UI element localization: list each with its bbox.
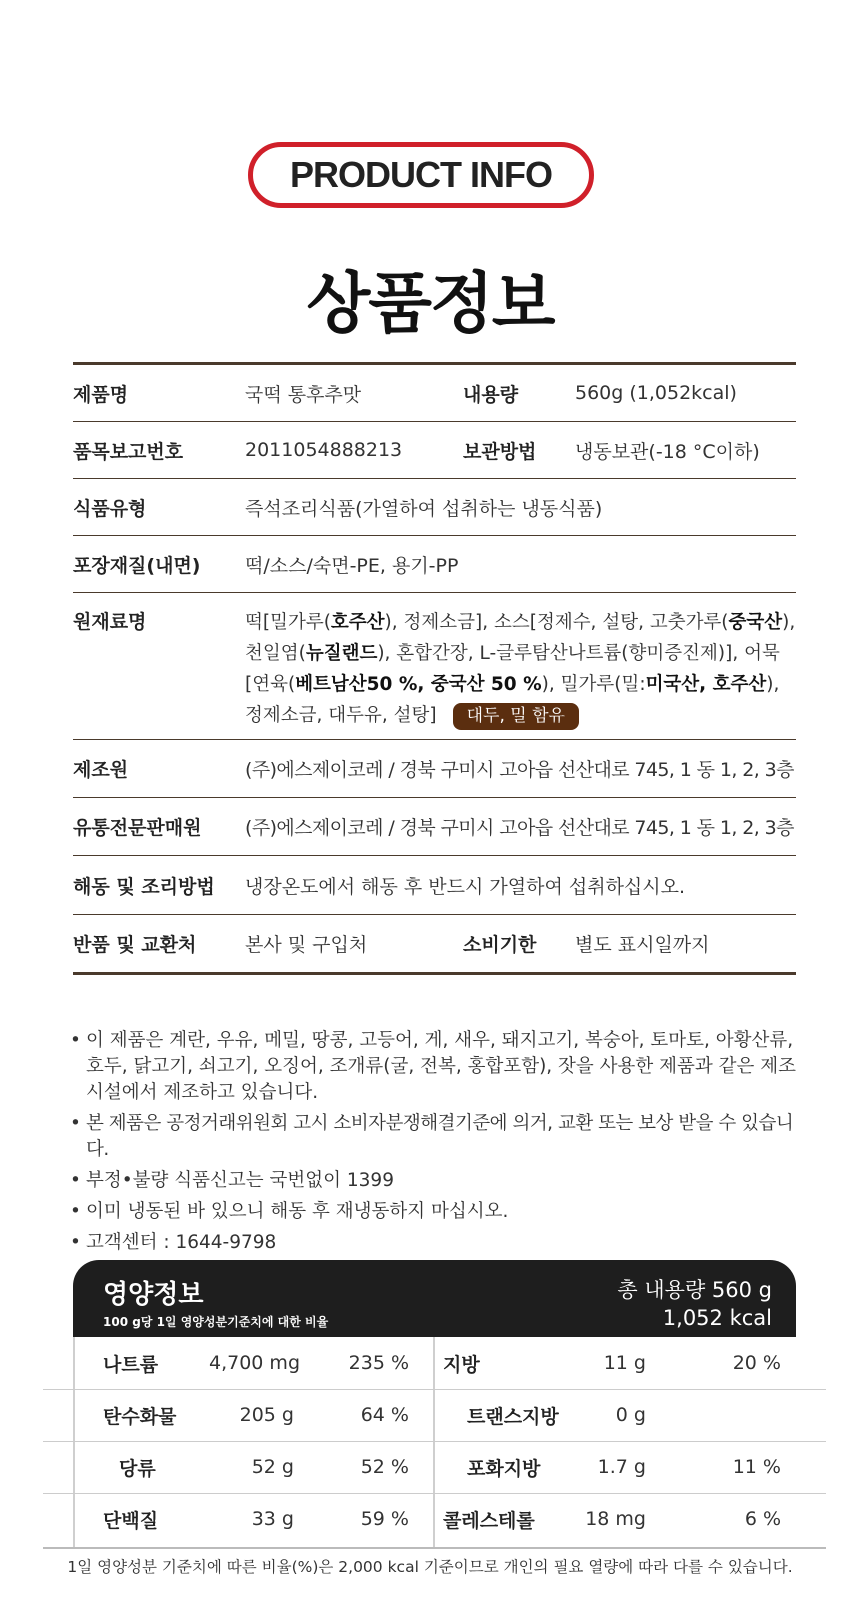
nutrition-subtitle: 100 g당 1일 영양성분기준치에 대한 비율 bbox=[103, 1315, 329, 1329]
ingredients-label: 원재료명 bbox=[73, 611, 147, 633]
nutrition-footnote: 1일 영양성분 기준치에 따른 비율(%)은 2,000 kcal 기준이므로 개인의 필요 열량에 따라 다를 수 있습니다. bbox=[67, 1558, 793, 1576]
nutrition-header bbox=[73, 1260, 796, 1337]
cholesterol-pct: 6 % bbox=[744, 1508, 781, 1530]
info-row-type bbox=[73, 479, 796, 536]
grid-line bbox=[43, 1441, 826, 1442]
nutrition-title: 영양정보 bbox=[103, 1280, 204, 1310]
cholesterol-amount: 18 mg bbox=[585, 1508, 646, 1530]
page-title: 상품정보 bbox=[306, 265, 554, 342]
ingredients-value: 떡[밀가루(호주산), 정제소금], 소스[정제수, 설탕, 고춧가루(중국산), 천일염(뉴질랜드), 혼합간장, L-글루탐산나트륨(향미증진제)], 어묵 [연육(베트남산50 %, 중국산 50 %), 밀가루(밀:미국산, 호주산), 정제소금, 대두유, 설탕] 대두, 밀 함유 bbox=[245, 593, 795, 739]
info-row-maker bbox=[73, 740, 796, 798]
notice-list bbox=[70, 1028, 810, 1261]
report-label: 품목보고번호 bbox=[73, 440, 184, 463]
seller-value: (주)에스제이코레 / 경북 구미시 고아읍 선산대로 745, 1 동 1, 2, 3층 bbox=[245, 817, 794, 839]
grid-line bbox=[73, 1337, 75, 1548]
nutrition-panel bbox=[73, 1260, 796, 1548]
cholesterol-label: 콜레스테롤 bbox=[443, 1509, 535, 1532]
report-value: 2011054888213 bbox=[245, 439, 403, 461]
sat-fat-pct: 11 % bbox=[732, 1456, 781, 1478]
info-row-packaging bbox=[73, 536, 796, 593]
product-info-table bbox=[73, 362, 796, 975]
cook-label: 해동 및 조리방법 bbox=[73, 875, 215, 898]
info-row-cooking bbox=[73, 856, 796, 915]
list-item: • 이 제품은 계란, 우유, 메밀, 땅콩, 고등어, 게, 새우, 돼지고기, 복숭아, 토마토, 아황산류, 호두, 닭고기, 쇠고기, 오징어, 조개류(굴, 전복, 홍합포함), 잣을 사용한 제품과 같은 제조 시설에서 제조하고 있습니다. bbox=[70, 1030, 797, 1103]
trans-fat-amount: 0 g bbox=[615, 1404, 646, 1426]
maker-value: (주)에스제이코레 / 경북 구미시 고아읍 선산대로 745, 1 동 1, 2, 3층 bbox=[245, 759, 794, 781]
type-value: 즉석조리식품(가열하여 섭취하는 냉동식품) bbox=[245, 497, 603, 520]
type-label: 식품유형 bbox=[73, 497, 147, 520]
fat-pct: 20 % bbox=[732, 1352, 781, 1374]
fat-amount: 11 g bbox=[603, 1352, 646, 1374]
grid-line bbox=[43, 1493, 826, 1494]
return-label: 반품 및 교환처 bbox=[73, 934, 197, 956]
sodium-label: 나트륨 bbox=[103, 1353, 159, 1376]
expiry-value: 별도 표시일까지 bbox=[575, 934, 710, 956]
list-item: • 고객센터 : 1644-9798 bbox=[70, 1232, 277, 1253]
info-row-name bbox=[73, 365, 796, 422]
sat-fat-label: 포화지방 bbox=[467, 1457, 541, 1480]
info-row-ingredients bbox=[73, 593, 796, 740]
info-row-return bbox=[73, 915, 796, 972]
total-volume: 총 내용량 560 g bbox=[617, 1278, 772, 1302]
carb-label: 탄수화물 bbox=[103, 1405, 177, 1428]
info-row-report bbox=[73, 422, 796, 479]
storage-label: 보관방법 bbox=[463, 440, 537, 463]
sodium-amount: 4,700 mg bbox=[209, 1352, 301, 1374]
protein-label: 단백질 bbox=[103, 1509, 159, 1532]
packaging-value: 떡/소스/숙면-PE, 용기-PP bbox=[245, 554, 459, 577]
seller-label: 유통전문판매원 bbox=[73, 817, 202, 839]
product-name-value: 국떡 통후추맛 bbox=[245, 383, 362, 406]
maker-label: 제조원 bbox=[73, 759, 129, 781]
sugar-label: 당류 bbox=[119, 1457, 156, 1480]
sodium-pct: 235 % bbox=[348, 1352, 409, 1374]
list-item: • 이미 냉동된 바 있으니 해동 후 재냉동하지 마십시오. bbox=[70, 1201, 509, 1222]
volume-label: 내용량 bbox=[463, 383, 519, 406]
sat-fat-amount: 1.7 g bbox=[597, 1456, 646, 1478]
allergen-badge: 대두, 밀 함유 bbox=[453, 703, 579, 730]
volume-value: 560g (1,052kcal) bbox=[575, 382, 737, 404]
packaging-label: 포장재질(내면) bbox=[73, 554, 201, 577]
storage-value: 냉동보관(-18 °C이하) bbox=[575, 440, 760, 463]
return-value: 본사 및 구입처 bbox=[245, 934, 368, 956]
cook-value: 냉장온도에서 해동 후 반드시 가열하여 섭취하십시오. bbox=[245, 875, 686, 898]
sugar-amount: 52 g bbox=[251, 1456, 294, 1478]
list-item: • 부정•불량 식품신고는 국번없이 1399 bbox=[70, 1170, 394, 1191]
carb-pct: 64 % bbox=[360, 1404, 409, 1426]
protein-amount: 33 g bbox=[251, 1508, 294, 1530]
list-item: • 본 제품은 공정거래위원회 고시 소비자분쟁해결기준에 의거, 교환 또는 보상 받을 수 있습니다. bbox=[70, 1113, 794, 1160]
fat-label: 지방 bbox=[443, 1353, 480, 1376]
grid-line bbox=[433, 1337, 435, 1548]
protein-pct: 59 % bbox=[360, 1508, 409, 1530]
grid-line bbox=[43, 1547, 826, 1549]
total-kcal: 1,052 kcal bbox=[662, 1306, 772, 1330]
trans-fat-label: 트랜스지방 bbox=[467, 1405, 559, 1428]
expiry-label: 소비기한 bbox=[463, 934, 537, 956]
carb-amount: 205 g bbox=[239, 1404, 294, 1426]
info-row-seller bbox=[73, 798, 796, 856]
product-info-badge: PRODUCT INFO bbox=[248, 142, 594, 208]
nutrition-grid bbox=[73, 1337, 796, 1548]
sugar-pct: 52 % bbox=[360, 1456, 409, 1478]
product-name-label: 제품명 bbox=[73, 383, 129, 406]
